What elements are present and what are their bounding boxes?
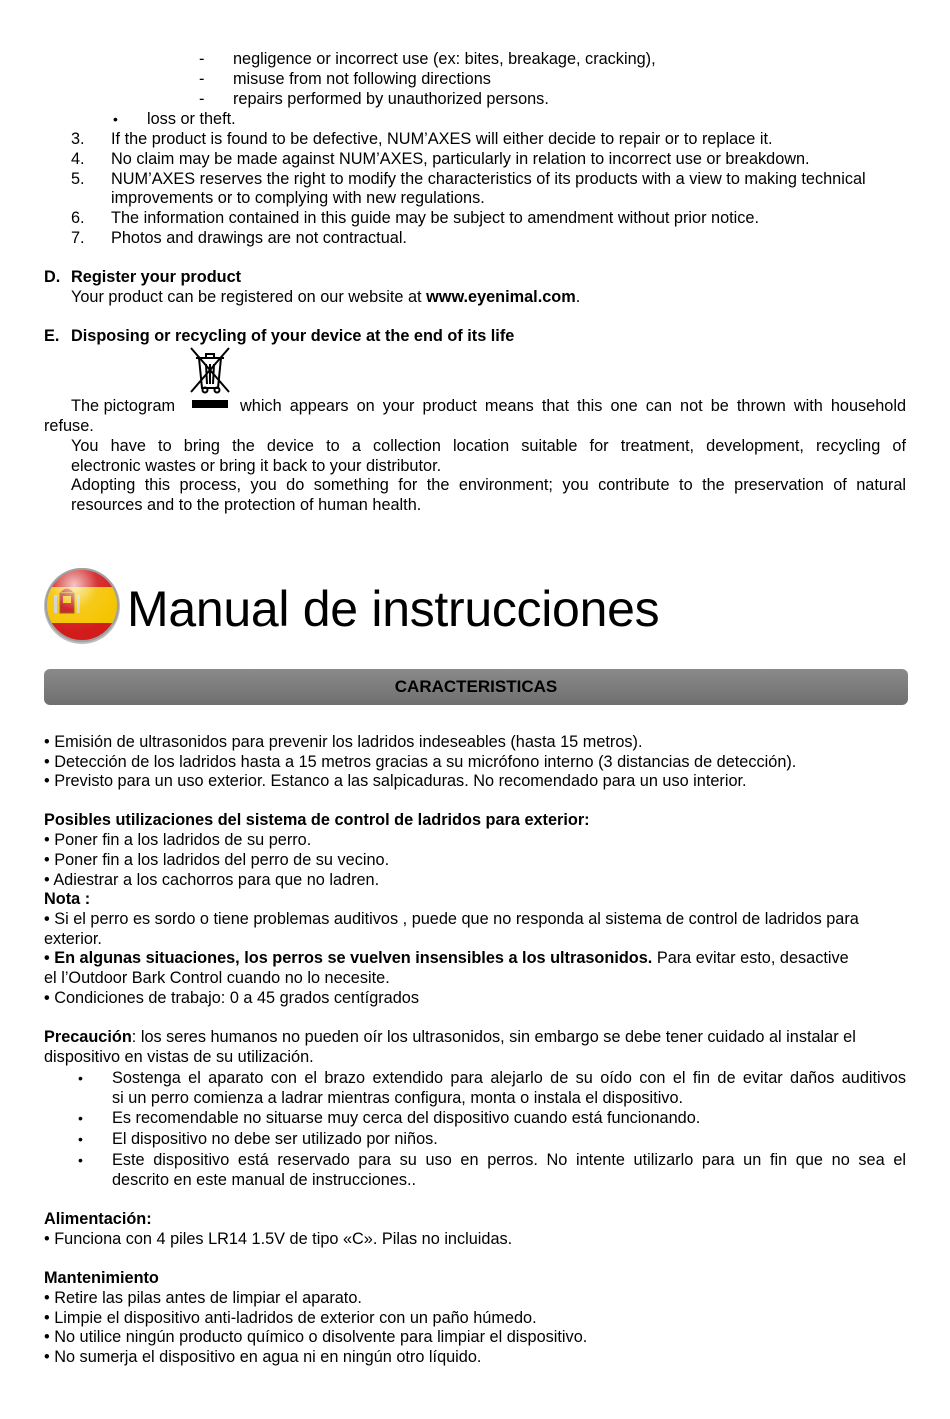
feature-item: • Previsto para un uso exterior. Estanco a las salpicaduras. No recomendado para un uso interior. (44, 772, 747, 790)
list-number: 4. (71, 150, 85, 168)
list-item: The information contained in this guide may be subject to amendment without prior notice. (111, 209, 759, 227)
list-item: NUM’AXES reserves the right to modify the characteristics of its products with a view to making technical (111, 170, 866, 188)
section-heading: Disposing or recycling of your device at the end of its life (71, 327, 515, 345)
use-item: • Poner fin a los ladridos del perro de su vecino. (44, 851, 390, 869)
dash-marker: - (199, 50, 205, 68)
maintenance-item: • Limpie el dispositivo anti-ladridos de exterior con un paño húmedo. (44, 1309, 537, 1327)
maintenance-item: • No utilice ningún producto químico o disolvente para limpiar el dispositivo. (44, 1328, 588, 1346)
list-item: If the product is found to be defective, NUM’AXES will either decide to repair or to replace it. (111, 130, 773, 148)
banner-label: CARACTERISTICAS (394, 677, 558, 696)
section-banner (44, 669, 908, 705)
precaution-item: Sostenga el aparato con el brazo extendido para alejarlo de su oído con el fin de evitar daños auditivos (112, 1069, 906, 1087)
use-item: • Adiestrar a los cachorros para que no ladren. (44, 871, 380, 889)
precaution-item: El dispositivo no debe ser utilizado por niños. (112, 1130, 438, 1148)
nota-item: • Si el perro es sordo o tiene problemas auditivos , puede que no responda al sistema de control de ladridos para (44, 910, 859, 928)
use-item: • Poner fin a los ladridos de su perro. (44, 831, 312, 849)
uses-heading: Posibles utilizaciones del sistema de control de ladridos para exterior: (44, 811, 590, 829)
precaution-paragraph: Precaución: los seres humanos no pueden oír los ultrasonidos, sin embargo se debe tener cuidado al instalar el (44, 1028, 856, 1046)
list-number: 5. (71, 170, 85, 188)
section-letter: D. (44, 268, 61, 286)
nota-heading: Nota : (44, 890, 91, 908)
nota-item: • Condiciones de trabajo: 0 a 45 grados centígrados (44, 989, 419, 1007)
section-letter: E. (44, 327, 60, 345)
precaution-item: Este dispositivo está reservado para su uso en perros. No intente utilizarlo para un fin que no sea el (112, 1151, 906, 1169)
list-item: misuse from not following directions (233, 70, 491, 88)
bullet-marker: • (113, 111, 118, 127)
list-item: negligence or incorrect use (ex: bites, breakage, cracking), (233, 50, 656, 68)
website-link[interactable]: www.eyenimal.com (426, 288, 576, 306)
list-item: No claim may be made against NUM’AXES, particularly in relation to incorrect use or breakdown. (111, 150, 810, 168)
dash-marker: - (199, 70, 205, 88)
precaution-item-continuation: si un perro comienza a ladrar mientras configura, monta o instala el dispositivo. (112, 1089, 684, 1107)
bullet-marker: • (78, 1110, 83, 1126)
feature-item: • Detección de los ladridos hasta a 15 metros gracias a su micrófono interno (3 distancias de detección). (44, 753, 797, 771)
list-number: 7. (71, 229, 85, 247)
precaution-item-continuation: descrito en este manual de instrucciones.. (112, 1171, 417, 1189)
register-text: Your product can be registered on our website at www.eyenimal.com. (71, 288, 581, 306)
list-number: 3. (71, 130, 85, 148)
recycle-paragraph: You have to bring the device to a collection location suitable for treatment, development, recycling of (71, 437, 906, 455)
precaution-item: Es recomendable no situarse muy cerca del dispositivo cuando está funcionando. (112, 1109, 701, 1127)
recycle-paragraph: electronic wastes or bring it back to your distributor. (71, 457, 442, 475)
maintenance-item: • No sumerja el dispositivo en agua ni en ningún otro líquido. (44, 1348, 482, 1366)
list-item: repairs performed by unauthorized persons. (233, 90, 549, 108)
nota-item: • En algunas situaciones, los perros se vuelven insensibles a los ultrasonidos. Para evitar esto, desactive (44, 949, 849, 967)
environment-paragraph: resources and to the protection of human health. (71, 496, 422, 514)
power-heading: Alimentación: (44, 1210, 152, 1228)
maintenance-item: • Retire las pilas antes de limpiar el aparato. (44, 1289, 362, 1307)
pictogram-text: which appears on your product means that this one can not be thrown with household (240, 397, 906, 415)
crossed-bin-icon (188, 346, 232, 416)
list-item-continuation: improvements or to complying with new regulations. (111, 189, 485, 207)
nota-item-continuation: el l’Outdoor Bark Control cuando no lo necesite. (44, 969, 390, 987)
section-heading: Register your product (71, 268, 242, 286)
maintenance-heading: Mantenimiento (44, 1269, 159, 1287)
list-item: Photos and drawings are not contractual. (111, 229, 407, 247)
bullet-marker: • (78, 1070, 83, 1086)
environment-paragraph: Adopting this process, you do something for the environment; you contribute to the preservation of natural (71, 476, 906, 494)
list-item: loss or theft. (147, 110, 236, 128)
bullet-marker: • (78, 1152, 83, 1168)
feature-item: • Emisión de ultrasonidos para prevenir los ladridos indeseables (hasta 15 metros). (44, 733, 643, 751)
list-number: 6. (71, 209, 85, 227)
pictogram-text-end: refuse. (44, 417, 94, 435)
nota-item-continuation: exterior. (44, 930, 102, 948)
bullet-marker: • (78, 1131, 83, 1147)
pictogram-text-start: The pictogram (71, 397, 176, 415)
precaution-paragraph: dispositivo en vistas de su utilización. (44, 1048, 314, 1066)
power-text: • Funciona con 4 piles LR14 1.5V de tipo «C». Pilas no incluidas. (44, 1230, 513, 1248)
spain-flag-icon (42, 565, 122, 645)
page-title: Manual de instrucciones (127, 581, 660, 637)
dash-marker: - (199, 90, 205, 108)
